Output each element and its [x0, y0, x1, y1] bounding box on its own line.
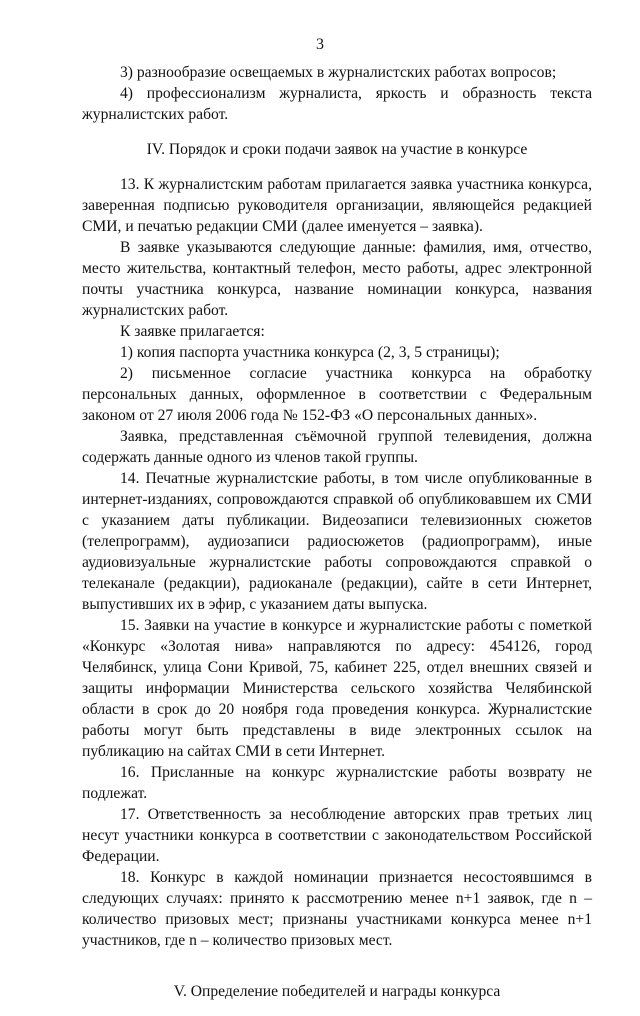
- paragraph-criterion-4: 4) профессионализм журналиста, яркость и образность текста журналистских работ.: [82, 85, 592, 123]
- paragraph-criterion-3: 3) разнообразие освещаемых в журналистских работах вопросов;: [120, 64, 557, 81]
- document-body: [82, 62, 592, 1016]
- paragraph-17: 17. Ответственность за несоблюдение авторских прав третьих лиц несут участники конкурса в соответствии с законодательством Российской Федерации.: [82, 806, 592, 865]
- paragraph-18: 18. Конкурс в каждой номинации признается несостоявшимся в следующих случаях: принято к рассмотрению менее n+1 заявок, где n – количество призовых мест; признаны участниками конкурса менее n+1 участников, где n – количество призовых мест.: [82, 869, 592, 949]
- paragraph-attachments-intro: К заявке прилагается:: [120, 323, 265, 340]
- paragraph-13: 13. К журналистским работам прилагается заявка участника конкурса, заверенная подписью руководителя организации, являющейся редакцией СМИ, и печатью редакции СМИ (далее именуется – заявка).: [82, 176, 592, 235]
- paragraph-14: 14. Печатные журналистские работы, в том числе опубликованные в интернет-изданиях, сопровождаются справкой об опубликовавшем их СМИ с указанием даты публикации. Видеозаписи телевизионных сюжетов (телепрограмм), аудиозаписи радиосюжетов (радиопрограмм), иные аудиовизуальные журналистские работы сопровождаются справкой о телеканале (редакции), радиоканале (редакции), сайте в сети Интернет, выпустивших их в эфир, с указанием даты выпуска.: [82, 470, 592, 613]
- paragraph-15: 15. Заявки на участие в конкурсе и журналистские работы с пометкой «Конкурс «Золотая нива» направляются по адресу: 454126, город Челябинск, улица Сони Кривой, 75, кабинет 225, отдел внешних связей и защиты информации Министерства сельского хозяйства Челябинской области в срок до 20 ноября года проведения конкурса. Журналистские работы могут быть представлены в виде электронных ссылок на публикацию на сайтах СМИ в сети Интернет.: [82, 617, 592, 760]
- section-iv-title: IV. Порядок и сроки подачи заявок на участие в конкурсе: [146, 141, 528, 158]
- paragraph-attachment-1: 1) копия паспорта участника конкурса (2, 3, 5 страницы);: [120, 344, 500, 361]
- section-v-title: V. Определение победителей и награды конкурса: [173, 983, 501, 1000]
- paragraph-attachment-2: 2) письменное согласие участника конкурса на обработку персональных данных, оформленное в соответствии с Федеральным законом от 27 июля 2006 года № 152-ФЗ «О персональных данных».: [82, 365, 592, 424]
- paragraph-16: 16. Присланные на конкурс журналистские работы возврату не подлежат.: [82, 764, 592, 802]
- paragraph-tv-crew: Заявка, представленная съёмочной группой телевидения, должна содержать данные одного из членов такой группы.: [82, 428, 592, 466]
- paragraph-application-data: В заявке указываются следующие данные: фамилия, имя, отчество, место жительства, контактный телефон, место работы, адрес электронной почты участника конкурса, название номинации конкурса, названия журналистских работ.: [82, 239, 592, 319]
- page-number: 3: [316, 36, 324, 53]
